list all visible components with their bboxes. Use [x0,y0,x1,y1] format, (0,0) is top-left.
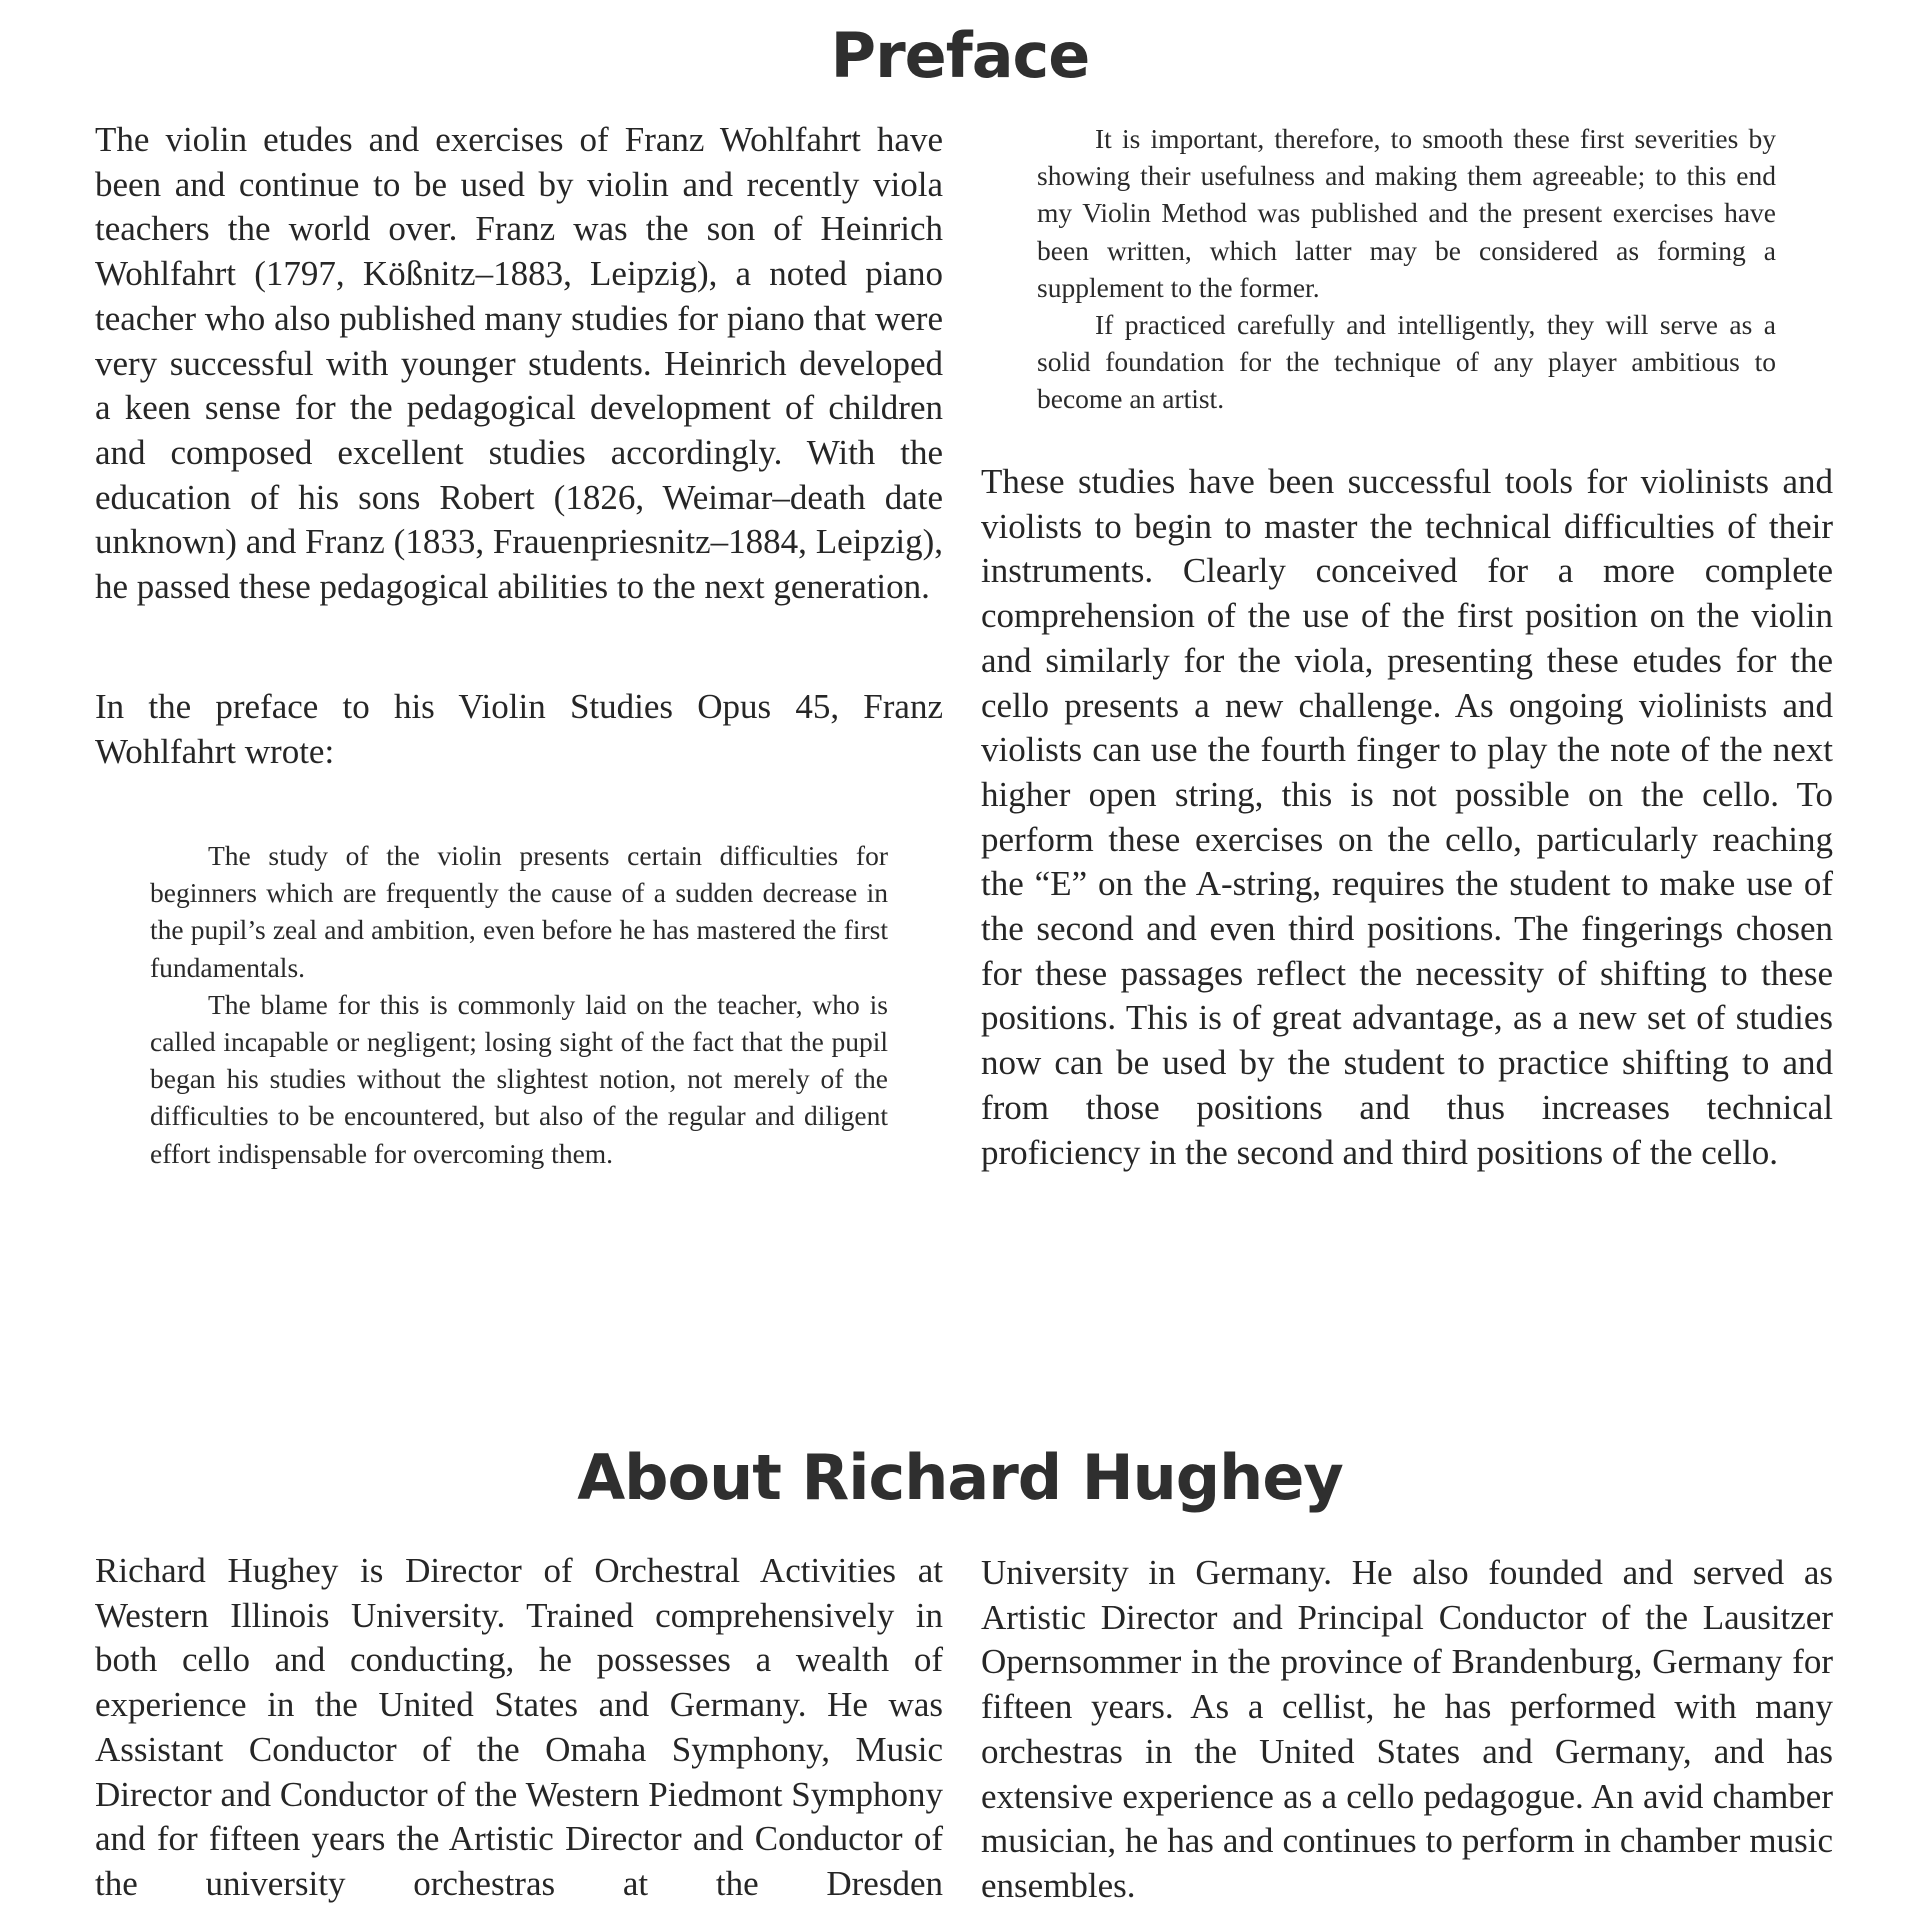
wohlfahrt-quote-part-2 [1037,120,1776,418]
quote-paragraph: If practiced carefully and intelligently, they will serve as a solid foundation for the technique of any player ambitious to become an artist. [1037,309,1776,415]
preface-paragraph-intro: The violin etudes and exercises of Franz Wohlfahrt have been and continue to be used by violin and recently viola teachers the world over. Franz was the son of Heinrich Wohlfahrt (1797, Kößnitz–1883, Leipzig), a noted piano teacher who also published many studies for piano that were very successful with younger students. Heinrich developed a keen sense for the pedagogical development of children and composed excellent studies accordingly. With the education of his sons Robert (1826, Weimar–death date unknown) and Franz (1833, Frauenpriesnitz–1884, Leipzig), he passed these pedagogical abilities to the next generation. [95,120,943,607]
about-heading: About Richard Hughey [577,1441,1343,1514]
quote-paragraph: The blame for this is commonly laid on the teacher, who is called incapable or negligent; losing sight of the fact that the pupil began his studies without the slightest notion, not merely of the difficulties to be encountered, but also of the regular and diligent effort indispensable for overcoming them. [150,988,888,1169]
wohlfahrt-quote-part-1 [150,837,888,1172]
preface-heading: Preface [830,19,1090,92]
about-bio-column-left: Richard Hughey is Director of Orchestral Activities at Western Illinois University. Trained comprehensively in both cello and conducting, he possesses a wealth of experience in the United States and Germany. He was Assistant Conductor of the Omaha Symphony, Music Director and Conductor of the Western Piedmont Symphony and for fifteen years the Artistic Director and Conductor of the university orchestras at the Dresden [95,1551,943,1903]
preface-paragraph-lead-in: In the preface to his Violin Studies Opus 45, Franz Wohlfahrt wrote: [95,687,943,771]
quote-paragraph: It is important, therefore, to smooth these first severities by showing their usefulness and making them agreeable; to this end my Violin Method was published and the present exercises have been written, which latter may be considered as forming a supplement to the former. [1037,123,1776,303]
quote-paragraph: The study of the violin presents certain difficulties for beginners which are frequently the cause of a sudden decrease in the pupil’s zeal and ambition, even before he has mastered the first fundamentals. [150,840,888,983]
preface-paragraph-cello: These studies have been successful tools for violinists and violists to begin to master the technical difficulties of their instruments. Clearly conceived for a more complete comprehension of the use of the first position on the violin and similarly for the viola, presenting these etudes for the cello presents a new challenge. As ongoing violinists and violists can use the fourth finger to play the note of the next higher open string, this is not possible on the cello. To perform these exercises on the cello, particularly reaching the “E” on the A-string, requires the student to make use of the second and even third positions. The fingerings chosen for these passages reflect the necessity of shifting to these positions. This is of great advantage, as a new set of studies now can be used by the student to practice shifting to and from those positions and thus increases technical proficiency in the second and third positions of the cello. [981,462,1833,1172]
about-bio-column-right: University in Germany. He also founded and served as Artistic Director and Principal Conductor of the Lausitzer Opernsommer in the province of Brandenburg, Germany for fifteen years. As a cellist, he has performed with many orchestras in the United States and Germany, and has extensive experience as a cello pedagogue. An avid chamber musician, he has and continues to perform in chamber music ensembles. [981,1553,1833,1905]
